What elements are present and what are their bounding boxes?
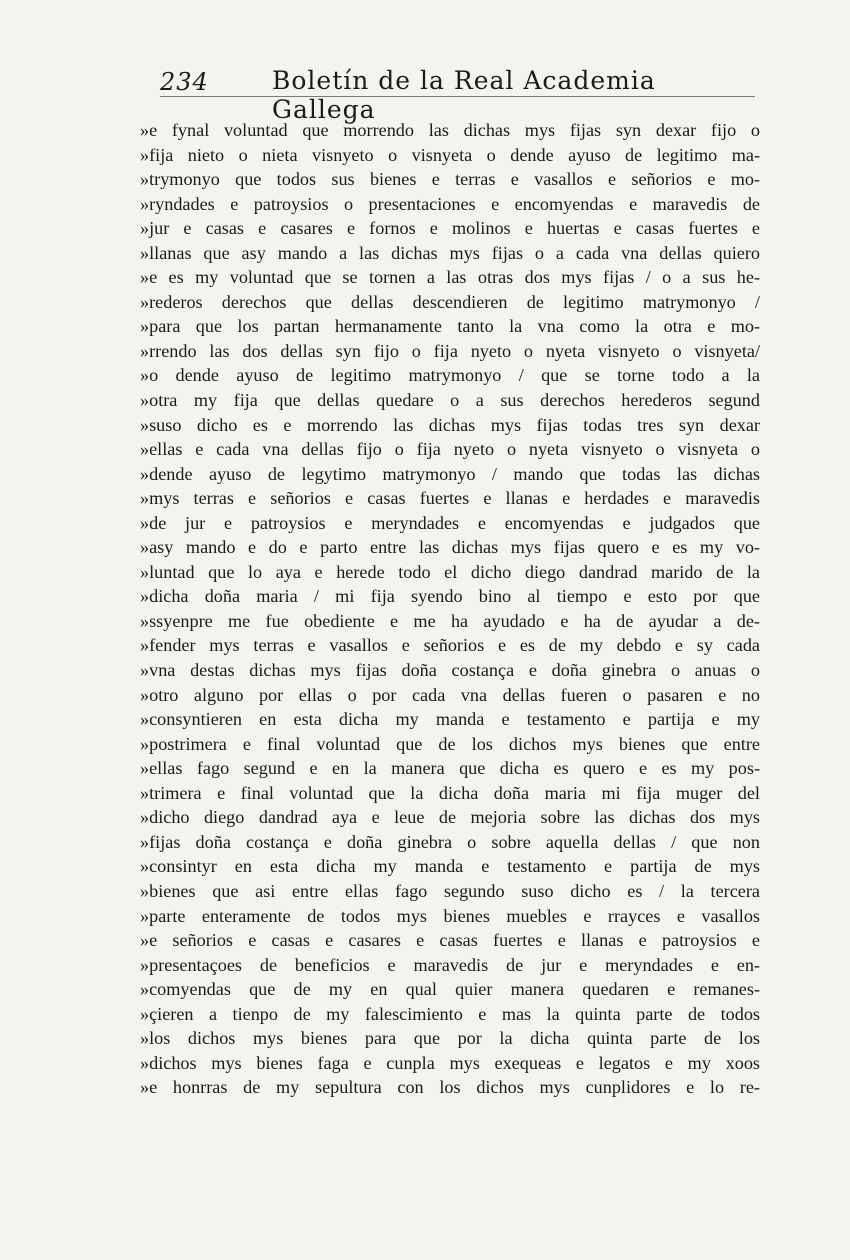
text-line: »fender mys terras e vasallos e señorios e es de my debdo e sy cada xyxy=(140,635,760,656)
text-line: »fija nieto o nieta visnyeto o visnyeta o dende ayuso de legitimo ma- xyxy=(140,144,760,165)
page-number: 234 xyxy=(160,68,209,96)
text-line: »otra my fija que dellas quedare o a sus derechos herederos segund xyxy=(140,390,760,411)
text-line: »de jur e patroysios e meryndades e encomyendas e judgados que xyxy=(140,512,760,533)
text-line: »o dende ayuso de legitimo matrymonyo / que se torne todo a la xyxy=(140,365,760,386)
text-line: »otro alguno por ellas o por cada vna dellas fueren o pasaren e no xyxy=(140,684,760,705)
text-line: »dende ayuso de legytimo matrymonyo / mando que todas las dichas xyxy=(140,463,760,484)
text-line: »llanas que asy mando a las dichas mys fijas o a cada vna dellas quiero xyxy=(140,242,760,263)
text-line: »ssyenpre me fue obediente e me ha ayudado e ha de ayudar a de- xyxy=(140,610,760,631)
text-line: »comyendas que de my en qual quier manera quedaren e remanes- xyxy=(140,979,760,1000)
text-line: »parte enteramente de todos mys bienes muebles e rrayces e vasallos xyxy=(140,905,760,926)
text-line: »trimera e final voluntad que la dicha doña maria mi fija muger del xyxy=(140,782,760,803)
text-line: »rederos derechos que dellas descendieren de legitimo matrymonyo / xyxy=(140,291,760,312)
page-header xyxy=(160,66,755,124)
text-line: »e señorios e casas e casares e casas fuertes e llanas e patroysios e xyxy=(140,930,760,951)
text-line: »suso dicho es e morrendo las dichas mys fijas todas tres syn dexar xyxy=(140,414,760,435)
text-line: »trymonyo que todos sus bienes e terras e vasallos e señorios e mo- xyxy=(140,169,760,190)
text-line: »postrimera e final voluntad que de los dichos mys bienes que entre xyxy=(140,733,760,754)
text-line: »asy mando e do e parto entre las dichas mys fijas quero e es my vo- xyxy=(140,537,760,558)
text-line: »e es my voluntad que se tornen a las otras dos mys fijas / o a sus he- xyxy=(140,267,760,288)
text-line: »fijas doña costança e doña ginebra o sobre aquella dellas / que non xyxy=(140,831,760,852)
text-line: »para que los partan hermanamente tanto la vna como la otra e mo- xyxy=(140,316,760,337)
text-line: »vna destas dichas mys fijas doña costança e doña ginebra o anuas o xyxy=(140,660,760,681)
running-title: Boletín de la Real Academia Gallega xyxy=(272,66,656,124)
text-line: »mys terras e señorios e casas fuertes e llanas e herdades e maravedis xyxy=(140,488,760,509)
text-line: »e honrras de my sepultura con los dichos mys cunplidores e lo re- xyxy=(140,1077,760,1098)
body-text xyxy=(140,118,760,1100)
header-rule xyxy=(160,96,755,97)
text-line: »ellas fago segund e en la manera que dicha es quero e es my pos- xyxy=(140,758,760,779)
text-line: »rrendo las dos dellas syn fijo o fija nyeto o nyeta visnyeto o visnyeta/ xyxy=(140,340,760,361)
text-line: »dicha doña maria / mi fija syendo bino al tiempo e esto por que xyxy=(140,586,760,607)
text-line: »presentaçoes de beneficios e maravedis de jur e meryndades e en- xyxy=(140,954,760,975)
text-line: »çieren a tienpo de my falescimiento e mas la quinta parte de todos xyxy=(140,1003,760,1024)
text-line: »los dichos mys bienes para que por la dicha quinta parte de los xyxy=(140,1028,760,1049)
text-line: »jur e casas e casares e fornos e molinos e huertas e casas fuertes e xyxy=(140,218,760,239)
text-line: »luntad que lo aya e herede todo el dicho diego dandrad marido de la xyxy=(140,561,760,582)
text-line: »ryndades e patroysios o presentaciones e encomyendas e maravedis de xyxy=(140,193,760,214)
text-line: »dicho diego dandrad aya e leue de mejoria sobre las dichas dos mys xyxy=(140,807,760,828)
text-line: »consyntieren en esta dicha my manda e testamento e partija e my xyxy=(140,709,760,730)
text-line: »consintyr en esta dicha my manda e testamento e partija de mys xyxy=(140,856,760,877)
text-line: »ellas e cada vna dellas fijo o fija nyeto o nyeta visnyeto o visnyeta o xyxy=(140,439,760,460)
text-line: »e fynal voluntad que morrendo las dichas mys fijas syn dexar fijo o xyxy=(140,120,760,140)
text-line: »bienes que asi entre ellas fago segundo suso dicho es / la tercera xyxy=(140,880,760,901)
text-line: »dichos mys bienes faga e cunpla mys exequeas e legatos e my xoos xyxy=(140,1052,760,1073)
